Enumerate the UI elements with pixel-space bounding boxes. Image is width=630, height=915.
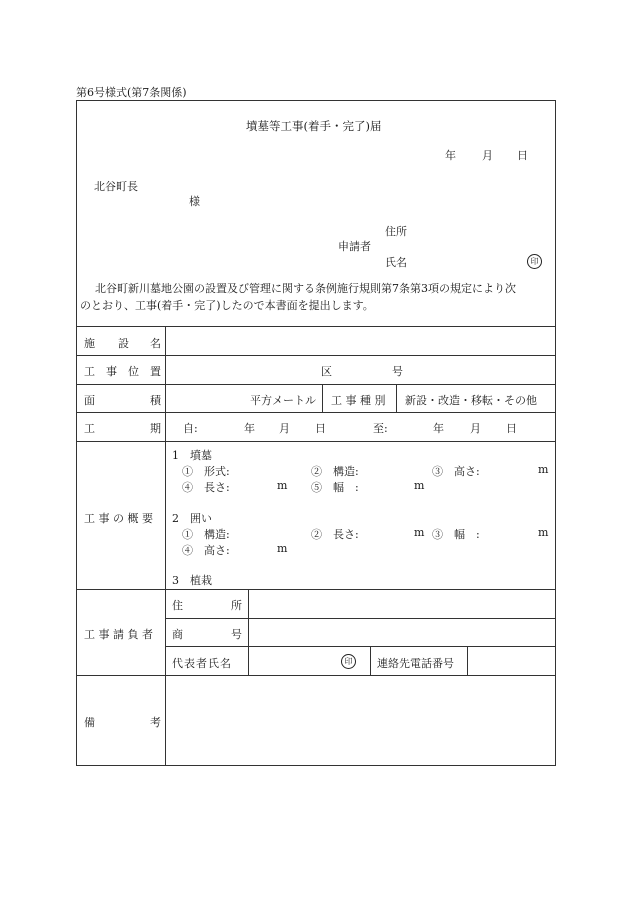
overview-section-3-title: 3 植栽 xyxy=(172,574,212,587)
period-label-char: 期 xyxy=(150,422,161,435)
overview-item: ② 構造: xyxy=(311,465,359,478)
divider-line xyxy=(76,589,556,590)
overview-item: ④ 長さ: xyxy=(182,481,230,494)
period-to-label: 至: xyxy=(373,422,388,435)
overview-item: ③ 幅 : xyxy=(432,528,480,541)
divider-line xyxy=(165,646,556,647)
statement-line-1: 北谷町新川墓地公園の設置及び管理に関する条例施行規則第7条第3項の規定により次 xyxy=(95,282,516,295)
divider-line xyxy=(76,412,556,413)
label-column-divider xyxy=(165,326,166,766)
column-divider xyxy=(467,646,468,675)
overview-unit: m xyxy=(538,526,549,539)
column-divider xyxy=(370,646,371,675)
contractor-phone-label: 連絡先電話番号 xyxy=(377,657,454,670)
overview-item: ④ 高さ: xyxy=(182,544,230,557)
contractor-address-char: 住 xyxy=(172,599,183,612)
period-to-day: 日 xyxy=(506,422,517,435)
date-year-label: 年 xyxy=(445,149,456,162)
remarks-label-char: 備 xyxy=(84,716,95,729)
divider-line xyxy=(165,618,556,619)
period-from-month: 月 xyxy=(279,422,290,435)
period-label-char: 工 xyxy=(84,422,95,435)
column-divider xyxy=(248,589,249,675)
contractor-trade-char: 商 xyxy=(172,628,183,641)
divider-line xyxy=(76,326,556,327)
form-number-label: 第6号様式(第7条関係) xyxy=(76,86,187,99)
overview-unit: m xyxy=(414,479,425,492)
date-month-label: 月 xyxy=(482,149,493,162)
facility-label-char: 設 xyxy=(118,337,129,350)
overview-unit: m xyxy=(277,542,288,555)
location-label-char: 位 xyxy=(128,365,139,378)
location-ward-label: 区 xyxy=(321,365,332,378)
overview-item: ③ 高さ: xyxy=(432,465,480,478)
contractor-trade-char: 号 xyxy=(231,628,242,641)
work-type-label: 工 事 種 別 xyxy=(331,394,386,407)
period-from-label: 自: xyxy=(183,422,198,435)
divider-line xyxy=(76,675,556,676)
overview-unit: m xyxy=(538,463,549,476)
area-label-char: 積 xyxy=(150,394,161,407)
overview-label: 工 事 の 概 要 xyxy=(84,512,153,525)
overview-item: ⑤ 幅 : xyxy=(311,481,359,494)
addressee-honorific: 様 xyxy=(189,195,200,208)
divider-line xyxy=(76,441,556,442)
location-label-char: 事 xyxy=(106,365,117,378)
location-label-char: 置 xyxy=(150,365,161,378)
form-title: 墳墓等工事(着手・完了)届 xyxy=(246,119,382,133)
addressee-name: 北谷町長 xyxy=(94,180,138,193)
period-to-year: 年 xyxy=(433,422,444,435)
area-label-char: 面 xyxy=(84,394,95,407)
overview-section-2-title: 2 囲い xyxy=(172,512,212,525)
period-from-year: 年 xyxy=(244,422,255,435)
location-number-label: 号 xyxy=(392,365,403,378)
column-divider xyxy=(322,384,323,412)
statement-line-2: のとおり、工事(着手・完了)したので本書面を提出します。 xyxy=(80,299,374,312)
overview-section-1-title: 1 墳墓 xyxy=(172,449,212,462)
contractor-label: 工 事 請 負 者 xyxy=(84,628,153,641)
contractor-rep-name-label: 代表者氏名 xyxy=(172,657,232,670)
overview-unit: m xyxy=(277,479,288,492)
applicant-address-label: 住所 xyxy=(385,225,407,238)
work-type-options: 新設・改造・移転・その他 xyxy=(405,394,537,407)
facility-label-char: 名 xyxy=(150,337,161,350)
overview-item: ① 形式: xyxy=(182,465,230,478)
location-label-char: 工 xyxy=(84,365,95,378)
applicant-seal-mark: 印 xyxy=(527,254,542,269)
applicant-name-label: 氏名 xyxy=(385,256,407,269)
period-to-month: 月 xyxy=(470,422,481,435)
contractor-seal-mark: 印 xyxy=(341,654,356,669)
column-divider xyxy=(396,384,397,412)
overview-item: ② 長さ: xyxy=(311,528,359,541)
date-day-label: 日 xyxy=(517,149,528,162)
overview-item: ① 構造: xyxy=(182,528,230,541)
applicant-label: 申請者 xyxy=(338,240,371,253)
divider-line xyxy=(76,384,556,385)
contractor-address-char: 所 xyxy=(231,599,242,612)
period-from-day: 日 xyxy=(315,422,326,435)
divider-line xyxy=(76,355,556,356)
overview-unit: m xyxy=(414,526,425,539)
facility-label-char: 施 xyxy=(84,337,95,350)
area-unit-label: 平方メートル xyxy=(250,394,316,407)
remarks-label-char: 考 xyxy=(150,716,161,729)
